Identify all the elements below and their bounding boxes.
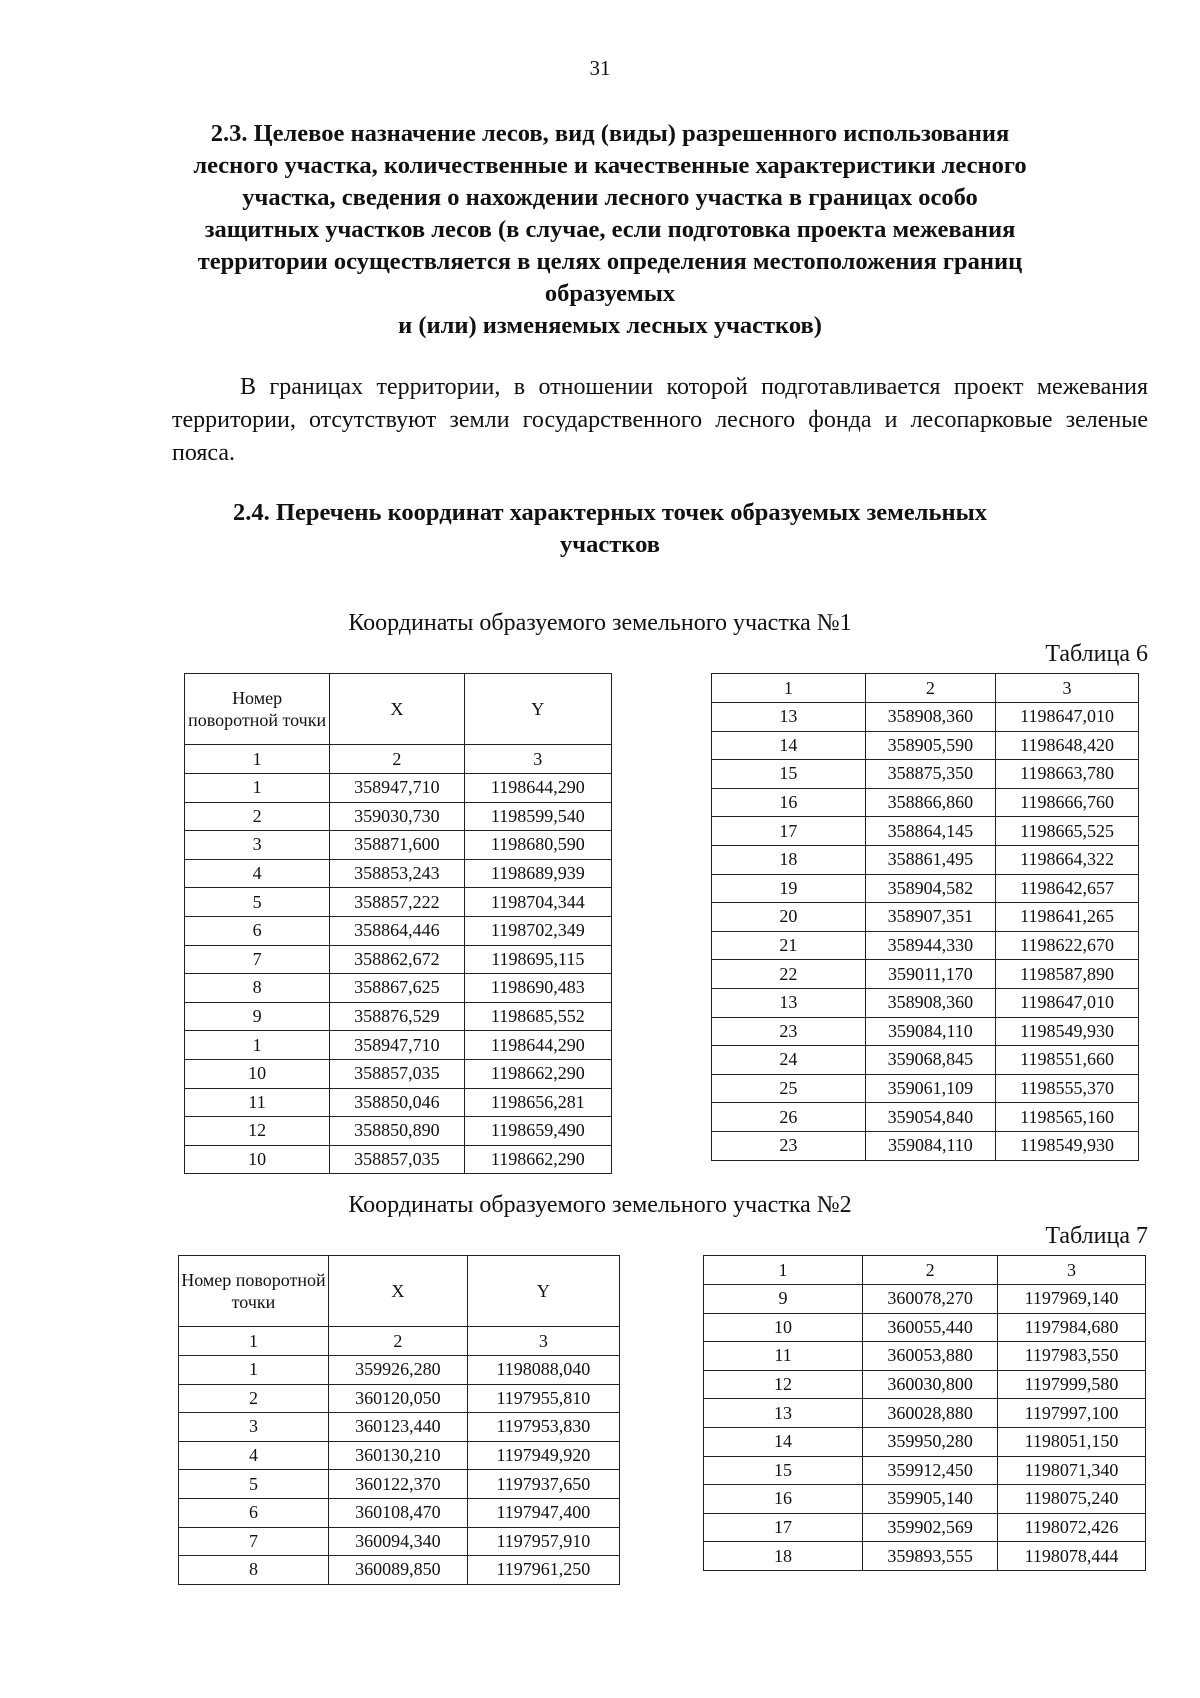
y-coordinate-cell: 1198689,939 [464,859,611,888]
point-number-cell: 17 [712,817,866,846]
table-row [712,1017,1139,1046]
y-coordinate-cell: 1198549,930 [996,1017,1139,1046]
x-coordinate-cell: 360094,340 [328,1527,467,1556]
table-row [185,1117,612,1146]
section-2-3-title-line: образуемых [544,280,676,307]
column-number-row [179,1327,620,1356]
y-coordinate-cell: 1198088,040 [467,1356,619,1385]
point-number-cell: 5 [179,1470,329,1499]
section-2-3-title-line: участка, сведения о нахождении лесного участка в границах особо [242,184,978,211]
table-row [185,916,612,945]
point-number-cell: 8 [185,974,330,1003]
point-number-cell: 14 [712,731,866,760]
point-number-cell: 10 [185,1059,330,1088]
column-number: 1 [185,745,330,774]
table-row [704,1399,1146,1428]
x-coordinate-cell: 358867,625 [330,974,464,1003]
table-7-label: Таблица 7 [1045,1223,1148,1249]
point-number-cell: 18 [712,845,866,874]
column-number: 1 [704,1256,863,1285]
y-coordinate-cell: 1197983,550 [998,1342,1146,1371]
table-row [185,859,612,888]
y-coordinate-cell: 1197937,650 [467,1470,619,1499]
y-coordinate-cell: 1197955,810 [467,1384,619,1413]
table-7-left [178,1255,620,1585]
x-coordinate-cell: 358908,360 [865,703,995,732]
table-row [185,1059,612,1088]
y-coordinate-cell: 1198555,370 [996,1074,1139,1103]
y-coordinate-cell: 1198690,483 [464,974,611,1003]
x-coordinate-cell: 359902,569 [863,1513,998,1542]
column-number: 3 [996,674,1139,703]
x-header: X [330,674,464,745]
table-row [712,1131,1139,1160]
y-coordinate-cell: 1198075,240 [998,1485,1146,1514]
point-number-header: Номер поворотной точки [179,1256,329,1327]
x-coordinate-cell: 358947,710 [330,774,464,803]
table-row [179,1384,620,1413]
y-coordinate-cell: 1198641,265 [996,903,1139,932]
point-number-cell: 17 [704,1513,863,1542]
x-coordinate-cell: 360053,880 [863,1342,998,1371]
x-coordinate-cell: 358908,360 [865,988,995,1017]
x-coordinate-cell: 360089,850 [328,1556,467,1585]
x-coordinate-cell: 360108,470 [328,1498,467,1527]
y-coordinate-cell: 1198587,890 [996,960,1139,989]
y-coordinate-cell: 1198551,660 [996,1046,1139,1075]
x-coordinate-cell: 358850,046 [330,1088,464,1117]
point-number-cell: 21 [712,931,866,960]
table-row [179,1441,620,1470]
section-2-3-paragraph: В границах территории, в отношении которой подготавливается проект межевания территории, отсутствуют земли государственного лесного фонда и лесопарковые зеленые пояса. [172,374,1148,466]
parcel-1-caption: Координаты образуемого земельного участка №1 [348,610,852,636]
table-row [712,874,1139,903]
point-number-cell: 22 [712,960,866,989]
y-coordinate-cell: 1197957,910 [467,1527,619,1556]
table-6-right-body [712,703,1139,1161]
column-number-row [712,674,1139,703]
table-row [179,1556,620,1585]
y-coordinate-cell: 1198642,657 [996,874,1139,903]
x-coordinate-cell: 358876,529 [330,1002,464,1031]
table-row [704,1342,1146,1371]
table-row [185,1088,612,1117]
table-row [185,945,612,974]
table-row [704,1427,1146,1456]
table-row [704,1370,1146,1399]
x-coordinate-cell: 358864,446 [330,916,464,945]
x-coordinate-cell: 358857,035 [330,1145,464,1174]
y-coordinate-cell: 1198599,540 [464,802,611,831]
x-coordinate-cell: 358862,672 [330,945,464,974]
point-number-cell: 20 [712,903,866,932]
y-coordinate-cell: 1198662,290 [464,1059,611,1088]
point-number-cell: 24 [712,1046,866,1075]
y-coordinate-cell: 1198051,150 [998,1427,1146,1456]
table-row [712,988,1139,1017]
y-coordinate-cell: 1198702,349 [464,916,611,945]
section-2-4-title-line: участков [560,531,660,558]
x-coordinate-cell: 360120,050 [328,1384,467,1413]
table-row [712,703,1139,732]
point-number-cell: 11 [185,1088,330,1117]
table-7-right-body [704,1285,1146,1571]
table-6-left-body [185,774,612,1174]
x-coordinate-cell: 358871,600 [330,831,464,860]
table-7-left-body [179,1356,620,1585]
y-coordinate-cell: 1197961,250 [467,1556,619,1585]
column-number: 1 [712,674,866,703]
y-coordinate-cell: 1198680,590 [464,831,611,860]
table-row [185,1002,612,1031]
x-coordinate-cell: 359084,110 [865,1131,995,1160]
x-coordinate-cell: 359893,555 [863,1542,998,1571]
y-coordinate-cell: 1198666,760 [996,788,1139,817]
y-coordinate-cell: 1198648,420 [996,731,1139,760]
x-coordinate-cell: 359061,109 [865,1074,995,1103]
x-coordinate-cell: 359084,110 [865,1017,995,1046]
point-number-cell: 13 [712,703,866,732]
point-number-cell: 15 [712,760,866,789]
table-row [712,931,1139,960]
point-number-header: Номер поворотной точки [185,674,330,745]
point-number-cell: 1 [179,1356,329,1385]
section-2-3-title-line: 2.3. Целевое назначение лесов, вид (виды) разрешенного использования [210,120,1010,147]
point-number-cell: 23 [712,1017,866,1046]
section-2-4-title [150,497,1070,561]
y-coordinate-cell: 1198647,010 [996,703,1139,732]
y-coordinate-cell: 1197984,680 [998,1313,1146,1342]
x-coordinate-cell: 358857,222 [330,888,464,917]
point-number-cell: 10 [185,1145,330,1174]
x-coordinate-cell: 359054,840 [865,1103,995,1132]
x-coordinate-cell: 359030,730 [330,802,464,831]
x-coordinate-cell: 360028,880 [863,1399,998,1428]
y-coordinate-cell: 1197997,100 [998,1399,1146,1428]
x-coordinate-cell: 358864,145 [865,817,995,846]
table-row [704,1513,1146,1542]
table-row [185,802,612,831]
point-number-cell: 6 [179,1498,329,1527]
column-number: 2 [865,674,995,703]
column-number: 2 [330,745,464,774]
table-7-right [703,1255,1146,1571]
section-2-3-title-line: лесного участка, количественные и качественные характеристики лесного [193,152,1027,179]
y-coordinate-cell: 1198565,160 [996,1103,1139,1132]
y-coordinate-cell: 1198704,344 [464,888,611,917]
table-row [712,760,1139,789]
table-row [185,774,612,803]
x-coordinate-cell: 358944,330 [865,931,995,960]
point-number-cell: 25 [712,1074,866,1103]
x-coordinate-cell: 358904,582 [865,874,995,903]
x-coordinate-cell: 358947,710 [330,1031,464,1060]
y-coordinate-cell: 1198647,010 [996,988,1139,1017]
point-number-cell: 2 [179,1384,329,1413]
table-row [185,974,612,1003]
y-coordinate-cell: 1197969,140 [998,1285,1146,1314]
y-coordinate-cell: 1198695,115 [464,945,611,974]
table-row [712,1103,1139,1132]
x-coordinate-cell: 358875,350 [865,760,995,789]
x-coordinate-cell: 358853,243 [330,859,464,888]
table-row [185,888,612,917]
y-coordinate-cell: 1197953,830 [467,1413,619,1442]
table-row [179,1470,620,1499]
column-number: 2 [328,1327,467,1356]
table-row [185,1031,612,1060]
table-row [179,1527,620,1556]
point-number-cell: 9 [185,1002,330,1031]
point-number-cell: 16 [704,1485,863,1514]
point-number-cell: 9 [704,1285,863,1314]
x-coordinate-cell: 359905,140 [863,1485,998,1514]
point-number-cell: 13 [704,1399,863,1428]
x-coordinate-cell: 360078,270 [863,1285,998,1314]
x-coordinate-cell: 360130,210 [328,1441,467,1470]
point-number-cell: 16 [712,788,866,817]
table-row [704,1456,1146,1485]
y-coordinate-cell: 1198549,930 [996,1131,1139,1160]
table-row [712,845,1139,874]
column-number-row [185,745,612,774]
table-row [704,1542,1146,1571]
point-number-cell: 26 [712,1103,866,1132]
table-header-row [185,674,612,745]
table-6-right [711,673,1139,1161]
x-coordinate-cell: 359912,450 [863,1456,998,1485]
table-row [704,1285,1146,1314]
y-coordinate-cell: 1198622,670 [996,931,1139,960]
point-number-cell: 5 [185,888,330,917]
y-coordinate-cell: 1198659,490 [464,1117,611,1146]
table-row [704,1485,1146,1514]
column-number-row [704,1256,1146,1285]
point-number-cell: 10 [704,1313,863,1342]
y-coordinate-cell: 1198656,281 [464,1088,611,1117]
table-row [712,1074,1139,1103]
point-number-cell: 12 [185,1117,330,1146]
x-coordinate-cell: 360030,800 [863,1370,998,1399]
x-coordinate-cell: 359926,280 [328,1356,467,1385]
point-number-cell: 4 [185,859,330,888]
table-6-label: Таблица 6 [1045,641,1148,667]
x-coordinate-cell: 358866,860 [865,788,995,817]
x-coordinate-cell: 358850,890 [330,1117,464,1146]
y-coordinate-cell: 1198071,340 [998,1456,1146,1485]
table-row [712,788,1139,817]
table-row [712,1046,1139,1075]
point-number-cell: 7 [185,945,330,974]
x-coordinate-cell: 360055,440 [863,1313,998,1342]
table-row [179,1498,620,1527]
y-coordinate-cell: 1197947,400 [467,1498,619,1527]
point-number-cell: 12 [704,1370,863,1399]
table-row [712,731,1139,760]
x-coordinate-cell: 359011,170 [865,960,995,989]
section-2-3-title [150,118,1070,342]
x-header: X [328,1256,467,1327]
x-coordinate-cell: 358907,351 [865,903,995,932]
column-number: 3 [998,1256,1146,1285]
column-number: 3 [464,745,611,774]
point-number-cell: 6 [185,916,330,945]
parcel-2-caption: Координаты образуемого земельного участка №2 [348,1192,852,1218]
table-row [704,1313,1146,1342]
point-number-cell: 8 [179,1556,329,1585]
point-number-cell: 4 [179,1441,329,1470]
x-coordinate-cell: 358905,590 [865,731,995,760]
y-coordinate-cell: 1198685,552 [464,1002,611,1031]
y-coordinate-cell: 1198644,290 [464,1031,611,1060]
y-coordinate-cell: 1197999,580 [998,1370,1146,1399]
y-header: Y [467,1256,619,1327]
point-number-cell: 3 [179,1413,329,1442]
x-coordinate-cell: 359950,280 [863,1427,998,1456]
point-number-cell: 2 [185,802,330,831]
x-coordinate-cell: 360123,440 [328,1413,467,1442]
x-coordinate-cell: 358857,035 [330,1059,464,1088]
y-coordinate-cell: 1198072,426 [998,1513,1146,1542]
y-coordinate-cell: 1198663,780 [996,760,1139,789]
table-row [185,1145,612,1174]
table-header-row [179,1256,620,1327]
y-coordinate-cell: 1198078,444 [998,1542,1146,1571]
point-number-cell: 14 [704,1427,863,1456]
point-number-cell: 1 [185,1031,330,1060]
point-number-cell: 23 [712,1131,866,1160]
point-number-cell: 18 [704,1542,863,1571]
table-row [712,817,1139,846]
x-coordinate-cell: 359068,845 [865,1046,995,1075]
y-coordinate-cell: 1198665,525 [996,817,1139,846]
table-row [712,960,1139,989]
table-row [179,1356,620,1385]
point-number-cell: 7 [179,1527,329,1556]
point-number-cell: 15 [704,1456,863,1485]
table-row [712,903,1139,932]
table-row [185,831,612,860]
y-coordinate-cell: 1198664,322 [996,845,1139,874]
page-number: 31 [589,56,611,80]
x-coordinate-cell: 358861,495 [865,845,995,874]
point-number-cell: 11 [704,1342,863,1371]
table-6-left [184,673,612,1174]
y-header: Y [464,674,611,745]
point-number-cell: 13 [712,988,866,1017]
section-2-3-title-line: защитных участков лесов (в случае, если подготовка проекта межевания [204,216,1016,243]
y-coordinate-cell: 1198644,290 [464,774,611,803]
x-coordinate-cell: 360122,370 [328,1470,467,1499]
column-number: 3 [467,1327,619,1356]
point-number-cell: 1 [185,774,330,803]
section-2-3-title-line: и (или) изменяемых лесных участков) [398,312,822,339]
y-coordinate-cell: 1197949,920 [467,1441,619,1470]
point-number-cell: 3 [185,831,330,860]
column-number: 1 [179,1327,329,1356]
y-coordinate-cell: 1198662,290 [464,1145,611,1174]
table-row [179,1413,620,1442]
column-number: 2 [863,1256,998,1285]
section-2-3-title-line: территории осуществляется в целях определения местоположения границ [197,248,1023,275]
point-number-cell: 19 [712,874,866,903]
section-2-4-title-line: 2.4. Перечень координат характерных точек образуемых земельных [233,499,987,526]
